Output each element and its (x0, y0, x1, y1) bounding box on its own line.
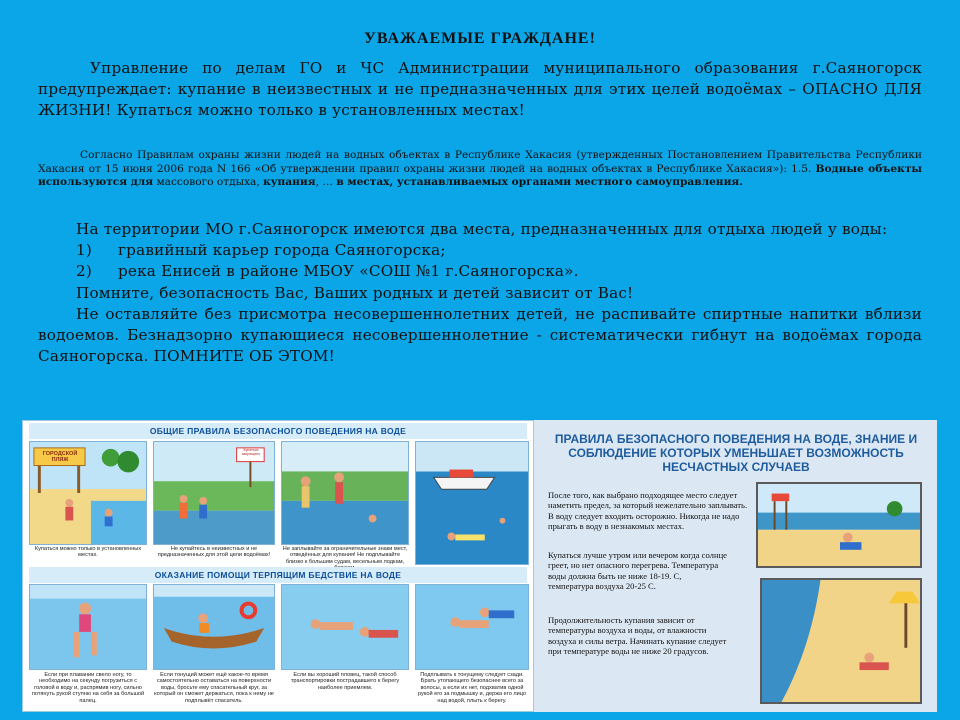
caption-forbidden: Не купайтесь в неизвестных и не предназначенных для этой цели водоёмах! (157, 546, 271, 559)
regulation-bold-3: в местах, устанавливаемых органами местного самоуправления. (336, 176, 743, 188)
regulation-bold-1: Водные объекты используются для (38, 162, 923, 188)
location-text: гравийный карьер города Саяногорска; (118, 241, 446, 260)
scene-tow (281, 584, 409, 670)
right-text-time: Купаться лучше утром или вечером когда солнце греет, но нет опасного перегрева. Температура воды должна быть не ниже 18-19. С, температура воздуха 20-25 С. (548, 550, 727, 592)
location-text: река Енисей в районе МБОУ «СОШ №1 г.Саяногорска». (118, 262, 579, 281)
caption-tow: Если вы хороший пловец, такой способ транспортировки пострадавшего к берегу наиболее приемлем. (290, 672, 400, 691)
regulation-text: Согласно Правилам охраны жизни людей на водных объектах в Республике Хакасия (утвержденных Постановлением Правительства Республики Хакасия от 15 июня 2006 года N 166 «Об утверждении правил охраны жизни людей на водных объектах в Республике Хакасия»): 1.5. (38, 149, 922, 175)
scene-forbidden (153, 441, 275, 545)
location-number: 2) (76, 262, 92, 281)
page-title: УВАЖАЕМЫЕ ГРАЖДАНЕ! (364, 30, 596, 47)
caption-cramp: Если при плавании свело ногу, то необходимо на секунду погрузиться с головой в воду и, распрямив ногу, сильно потянуть рукой ступню на себя за большой палец. (31, 672, 145, 704)
right-text-entry: После того, как выбрано подходящее место следует наметить предел, за который нежелательно заплывать. В воду следует входить осторожно. Никогда не надо прыгать в воду в незнакомых местах. (548, 490, 748, 532)
safety-poster-right (534, 420, 937, 712)
location-number: 1) (76, 241, 92, 260)
locations-intro: На территории МО г.Саяногорск имеются два места, предназначенных для отдыха людей у воды: (76, 220, 888, 238)
poster-heading-rules: ОБЩИЕ ПРАВИЛА БЕЗОПАСНОГО ПОВЕДЕНИЯ НА ВОДЕ (29, 423, 527, 439)
warning-paragraph: Управление по делам ГО и ЧС Администрации муниципального образования г.Саяногорск предупреждает: купание в неизвестных и не предназначенных для этих целей водоёмах – ОПАСНО ДЛЯ ЖИЗНИ! Купаться можно только в установленных местах! (38, 59, 922, 119)
beach-sign: ГОРОДСКОЙ ПЛЯЖ (42, 451, 78, 463)
safety-reminder: Помните, безопасность Вас, Ваших родных и детей зависит от Вас! (76, 283, 634, 302)
location-item (38, 240, 922, 261)
right-text-duration: Продолжительность купания зависит от температуры воздуха и воды, от влажности воздуха и силы ветра. Начинать купание следует при температуре воды не ниже 20 градусов. (548, 615, 727, 657)
regulation-tail: , … (315, 176, 337, 188)
scene-boats (415, 441, 529, 565)
caption-limits: Не заплывайте за ограничительные знаки мест, отведённых для купания! Не подплывайте близко к большим судам, весельным лодкам, (282, 546, 408, 565)
caption-lifebuoy: Если тонущий может ещё какое-то время самостоятельно оставаться на поверхности воды, бросьте ему спасательный круг, за который он сможет держаться, пока к нему не подплывёт спасатель. (154, 672, 274, 704)
caption-approach: Подплывать к тонущему следует сзади. Брать утопающего безопаснее всего за волосы, а если их нет, подхватив одной рукой его за подмышку и, держа его лицо над водой, плыть к берегу. (417, 672, 527, 704)
safety-poster-left (22, 420, 534, 712)
scene-cramp (29, 584, 147, 670)
regulation-mid: массового отдыха, (153, 176, 264, 188)
forbidden-sign: Купаться запрещено (241, 448, 261, 457)
scene-lifebuoy (153, 584, 275, 670)
location-item (38, 261, 922, 282)
caption-beach: Купаться можно только в установленных местах. (34, 546, 142, 559)
regulation-bold-2: купания (263, 176, 316, 188)
children-warning: Не оставляйте без присмотра несовершеннолетних детей, не распивайте спиртные напитки вблизи водоемов. Безнадзорно купающиеся несовершеннолетние - систематически гибнут на водоёмах города Саяногорска. ПОМНИТЕ ОБ ЭТОМ! (38, 304, 922, 366)
scene-approach (415, 584, 529, 670)
beach-sunbathing-image (760, 578, 922, 704)
regulation-paragraph (38, 149, 922, 190)
poster-right-title: ПРАВИЛА БЕЗОПАСНОГО ПОВЕДЕНИЯ НА ВОДЕ, ЗНАНИЕ И СОБЛЮДЕНИЕ КОТОРЫХ УМЕНЬШАЕТ ВОЗМОЖНОСТЬ НЕСЧАСТНЫХ СЛУЧАЕВ (554, 432, 918, 474)
beach-lifeguard-image (756, 482, 922, 568)
scene-limits (281, 441, 409, 545)
locations-block (38, 219, 922, 367)
poster-heading-rescue: ОКАЗАНИЕ ПОМОЩИ ТЕРПЯЩИМ БЕДСТВИЕ НА ВОДЕ (29, 567, 527, 583)
